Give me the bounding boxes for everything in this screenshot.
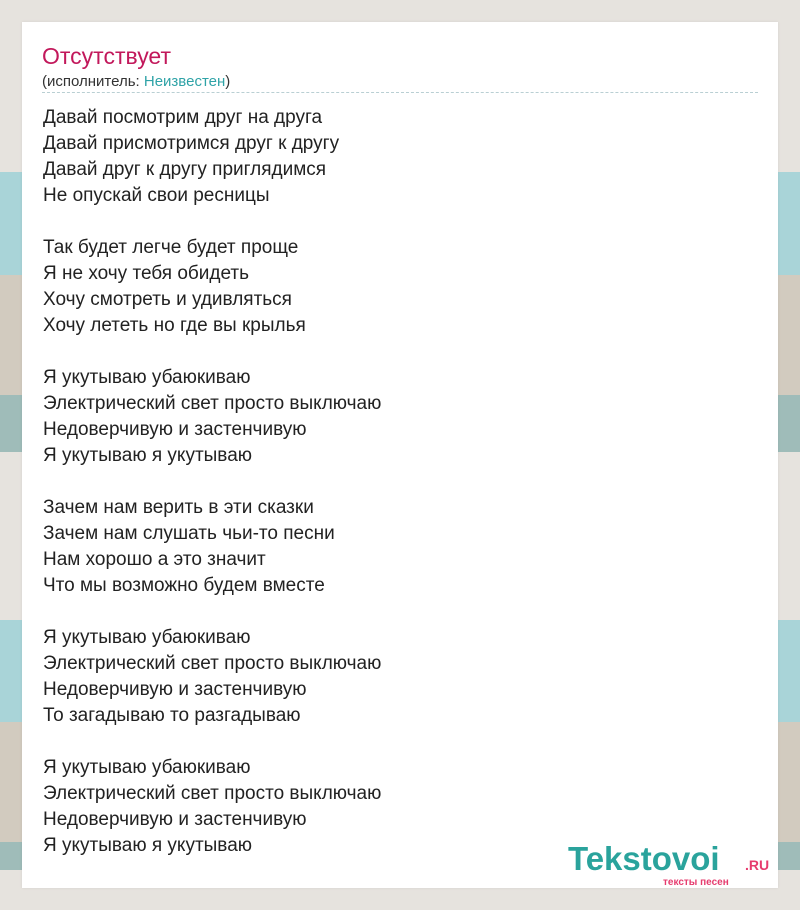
- lyric-line: Недоверчивую и застенчивую: [43, 419, 307, 440]
- lyric-line: Давай присмотримся друг к другу: [43, 133, 340, 154]
- lyric-line: То загадываю то разгадываю: [43, 705, 301, 726]
- tekstovoi-logo[interactable]: [568, 840, 778, 888]
- lyric-line: Электрический свет просто выключаю: [43, 783, 382, 804]
- lyric-line: Хочу смотреть и удивляться: [43, 289, 292, 310]
- lyric-line: Я не хочу тебя обидеть: [43, 263, 250, 284]
- stanza-break: [43, 729, 743, 755]
- lyric-line: Электрический свет просто выключаю: [43, 653, 382, 674]
- lyric-line: Я укутываю я укутываю: [43, 835, 253, 856]
- artist-line: [42, 73, 230, 90]
- lyric-line: Хочу лететь но где вы крылья: [43, 315, 306, 336]
- lyric-line: Я укутываю убаюкиваю: [43, 367, 251, 388]
- lyric-line: Я укутываю я укутываю: [43, 445, 253, 466]
- lyric-line: Что мы возможно будем вместе: [43, 575, 325, 596]
- lyric-line: Давай посмотрим друг на друга: [43, 107, 323, 128]
- lyric-line: Давай друг к другу приглядимся: [43, 159, 327, 180]
- artist-prefix: (исполнитель:: [42, 73, 144, 90]
- stanza-break: [43, 599, 743, 625]
- lyric-line: Я укутываю убаюкиваю: [43, 757, 251, 778]
- lyric-line: Зачем нам слушать чьи-то песни: [43, 523, 335, 544]
- song-title: Отсутствует: [42, 43, 171, 69]
- logo-domain: .RU: [745, 857, 770, 873]
- lyrics-card: [22, 22, 778, 888]
- lyric-line: Зачем нам верить в эти сказки: [43, 497, 314, 518]
- artist-suffix: ): [225, 73, 231, 90]
- stanza-break: [43, 339, 743, 365]
- lyric-line: Электрический свет просто выключаю: [43, 393, 382, 414]
- stanza-break: [43, 469, 743, 495]
- artist-link[interactable]: Неизвестен: [143, 73, 226, 90]
- lyrics-text: [43, 105, 743, 859]
- logo-tagline: тексты песен: [663, 877, 729, 888]
- lyric-line: Не опускай свои ресницы: [43, 185, 270, 206]
- lyric-line: Недоверчивую и застенчивую: [43, 809, 307, 830]
- dashed-divider: [42, 92, 758, 93]
- stanza-break: [43, 209, 743, 235]
- lyric-line: Я укутываю убаюкиваю: [43, 627, 251, 648]
- lyric-line: Нам хорошо а это значит: [43, 549, 266, 570]
- lyric-line: Так будет легче будет проще: [43, 237, 299, 258]
- logo-wordmark: Tekstovoi: [568, 840, 720, 877]
- lyric-line: Недоверчивую и застенчивую: [43, 679, 307, 700]
